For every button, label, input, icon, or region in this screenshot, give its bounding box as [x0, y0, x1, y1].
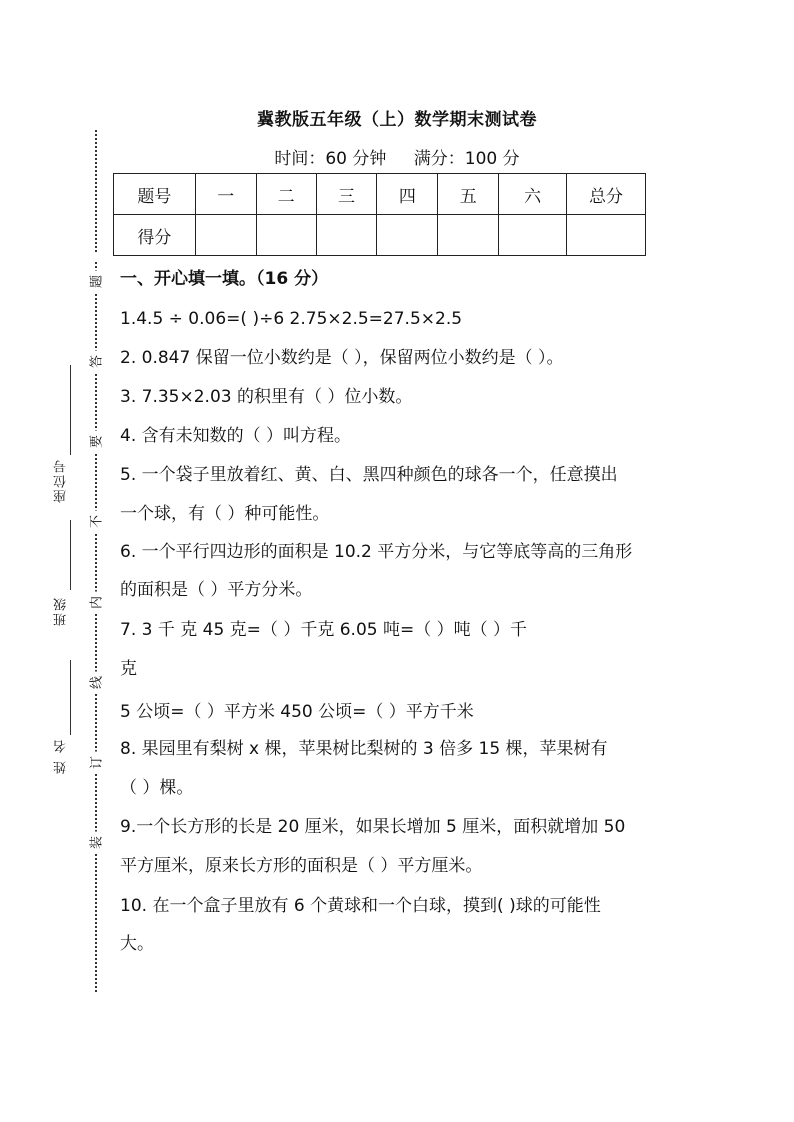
margin-char: 订 [86, 752, 105, 774]
name-label: 姓 名 [54, 738, 69, 775]
class-line[interactable] [70, 520, 71, 590]
question-line: 5 公顷=（ ）平方米 450 公顷=（ ）平方千米 [120, 702, 474, 722]
score-header-cell: 总分 [567, 174, 646, 215]
score-header-cell: 题号 [114, 174, 196, 215]
score-header-cell: 一 [195, 174, 256, 215]
score-cell[interactable] [377, 215, 438, 256]
question-line: 9.一个长方形的长是 20 厘米，如果长增加 5 厘米，面积就增加 50 [120, 817, 626, 837]
score-row-label: 得分 [114, 215, 196, 256]
margin-dotted-line [95, 130, 97, 252]
question-line: （ ）棵。 [120, 778, 194, 798]
name-line[interactable] [70, 660, 71, 735]
question-line: 10. 在一个盒子里放有 6 个黄球和一个白球，摸到( )球的可能性 [120, 896, 601, 916]
question-line: 4. 含有未知数的（ ）叫方程。 [120, 426, 352, 446]
question-line: 2. 0.847 保留一位小数约是（ ），保留两位小数约是（ ）。 [120, 348, 564, 368]
exam-title: 冀教版五年级（上）数学期末测试卷 [257, 110, 537, 130]
margin-char: 装 [86, 832, 105, 854]
question-line: 7. 3 千 克 45 克=（ ）千克 6.05 吨=（ ）吨（ ）千 [120, 620, 528, 640]
score-table-header-row [114, 174, 646, 215]
score-cell[interactable] [195, 215, 256, 256]
question-line: 5. 一个袋子里放着红、黄、白、黑四种颜色的球各一个，任意摸出 [120, 465, 618, 485]
question-line: 3. 7.35×2.03 的积里有（ ）位小数。 [120, 387, 413, 407]
class-label: 班级 [54, 596, 69, 626]
section-title: 一、开心填一填。（16 分） [120, 269, 329, 289]
question-line: 1.4.5 ÷ 0.06=( )÷6 2.75×2.5=27.5×2.5 [120, 309, 463, 329]
question-line: 6. 一个平行四边形的面积是 10.2 平方分米，与它等底等高的三角形 [120, 542, 633, 562]
margin-char: 要 [86, 431, 105, 453]
score-header-cell: 三 [316, 174, 377, 215]
margin-char: 题 [86, 271, 105, 293]
margin-char: 内 [86, 592, 105, 614]
question-line: 的面积是（ ）平方分米。 [120, 580, 313, 600]
question-line: 8. 果园里有梨树 x 棵，苹果树比梨树的 3 倍多 15 棵，苹果树有 [120, 739, 608, 759]
score-header-cell: 四 [377, 174, 438, 215]
score-header-cell: 六 [499, 174, 567, 215]
score-cell[interactable] [499, 215, 567, 256]
score-header-cell: 二 [256, 174, 316, 215]
score-table [113, 173, 646, 256]
score-table-score-row [114, 215, 646, 256]
margin-char: 答 [86, 351, 105, 373]
question-line: 克 [120, 659, 137, 679]
question-line: 一个球，有（ ）种可能性。 [120, 504, 330, 524]
score-cell[interactable] [438, 215, 499, 256]
seat-number-label: 座位号 [54, 458, 69, 503]
question-line: 大。 [120, 934, 154, 954]
margin-char: 不 [86, 511, 105, 533]
score-cell[interactable] [316, 215, 377, 256]
score-cell[interactable] [567, 215, 646, 256]
score-header-cell: 五 [438, 174, 499, 215]
exam-subtitle [0, 144, 794, 169]
margin-char: 线 [86, 672, 105, 694]
exam-total-score: 满分：100 分 [413, 149, 520, 169]
exam-time: 时间：60 分钟 [274, 149, 387, 169]
question-line: 平方厘米，原来长方形的面积是（ ）平方厘米。 [120, 856, 483, 876]
score-cell[interactable] [256, 215, 316, 256]
seat-number-line[interactable] [70, 365, 71, 455]
